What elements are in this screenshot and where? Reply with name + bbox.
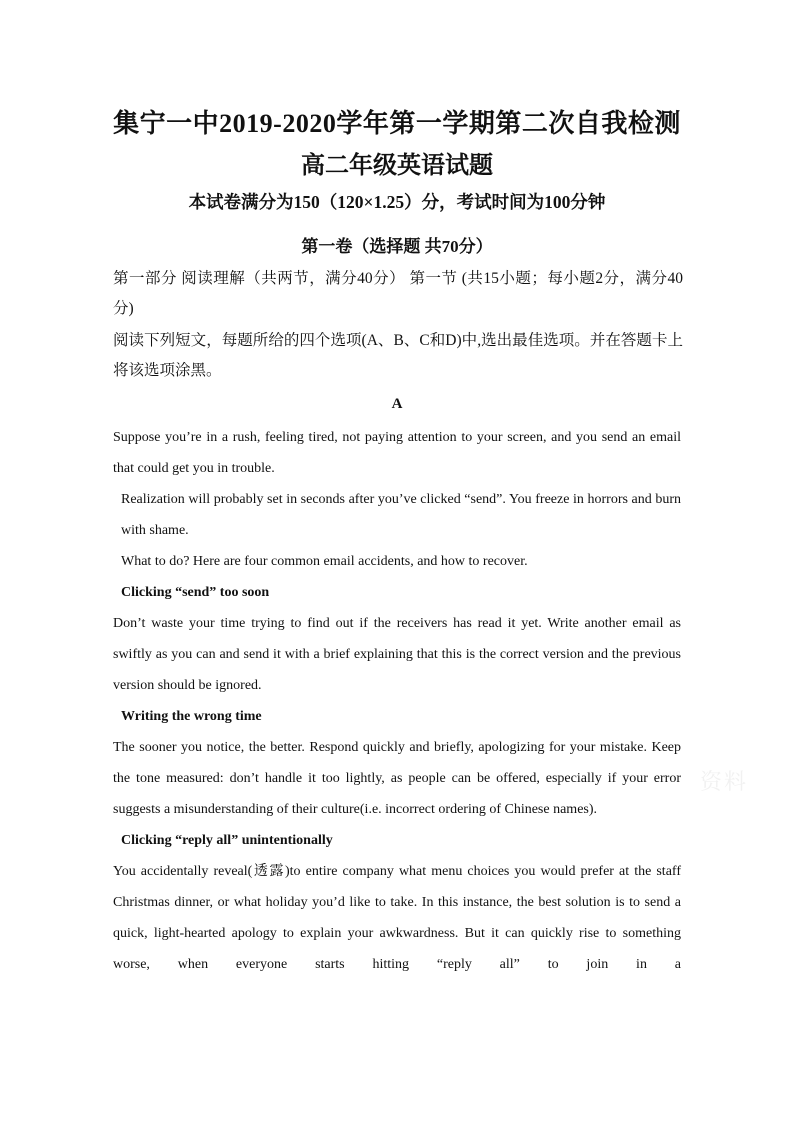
part-intro: 第一部分 阅读理解（共两节，满分40分） 第一节 (共15小题；每小题2分，满分40分) bbox=[113, 270, 683, 317]
passage-paragraph: Suppose you’re in a rush, feeling tired, not paying attention to your screen, and you send an email that could get you in trouble. bbox=[113, 430, 681, 476]
passage-paragraph: You accidentally reveal(透露)to entire company what menu choices you would prefer at the staff Christmas dinner, or what holiday you’d like to take. In this instance, the best solution is to send a quick, light-hearted apology to explain your awkwardness. But it can quickly rise to something worse, when everyone starts hitting “reply all” to join in a bbox=[113, 864, 681, 972]
section-heading: 第一卷（选择题 共70分） bbox=[301, 237, 493, 256]
passage-paragraph: Don’t waste your time trying to find out if the receivers has read it yet. Write another email as swiftly as you can and send it with a brief explaining that this is the correct version and the previous version should be ignored. bbox=[113, 616, 681, 693]
passage-paragraph: Realization will probably set in seconds after you’ve clicked “send”. You freeze in horrors and burn with shame. bbox=[121, 492, 681, 538]
watermark: 资料 bbox=[700, 770, 749, 795]
passage-subheading: Writing the wrong time bbox=[121, 709, 262, 724]
exam-info: 本试卷满分为150（120×1.25）分，考试时间为100分钟 bbox=[188, 192, 606, 212]
passage-letter: A bbox=[391, 396, 403, 412]
passage-paragraph: The sooner you notice, the better. Respond quickly and briefly, apologizing for your mistake. Keep the tone measured: don’t handle it too lightly, as people can be offered, especially if your error suggests a misunderstanding of their culture(i.e. incorrect ordering of Chinese names). bbox=[113, 740, 681, 817]
exam-subtitle: 高二年级英语试题 bbox=[301, 153, 493, 179]
passage-body bbox=[113, 422, 681, 980]
passage-paragraph: What to do? Here are four common email accidents, and how to recover. bbox=[121, 554, 528, 569]
passage-subheading: Clicking “send” too soon bbox=[121, 585, 270, 600]
instructions: 阅读下列短文，每题所给的四个选项(A、B、C和D)中,选出最佳选项。并在答题卡上将该选项涂黑。 bbox=[113, 332, 683, 379]
passage-subheading: Clicking “reply all” unintentionally bbox=[121, 833, 333, 848]
exam-title: 集宁一中2019-2020学年第一学期第二次自我检测 bbox=[113, 109, 681, 138]
